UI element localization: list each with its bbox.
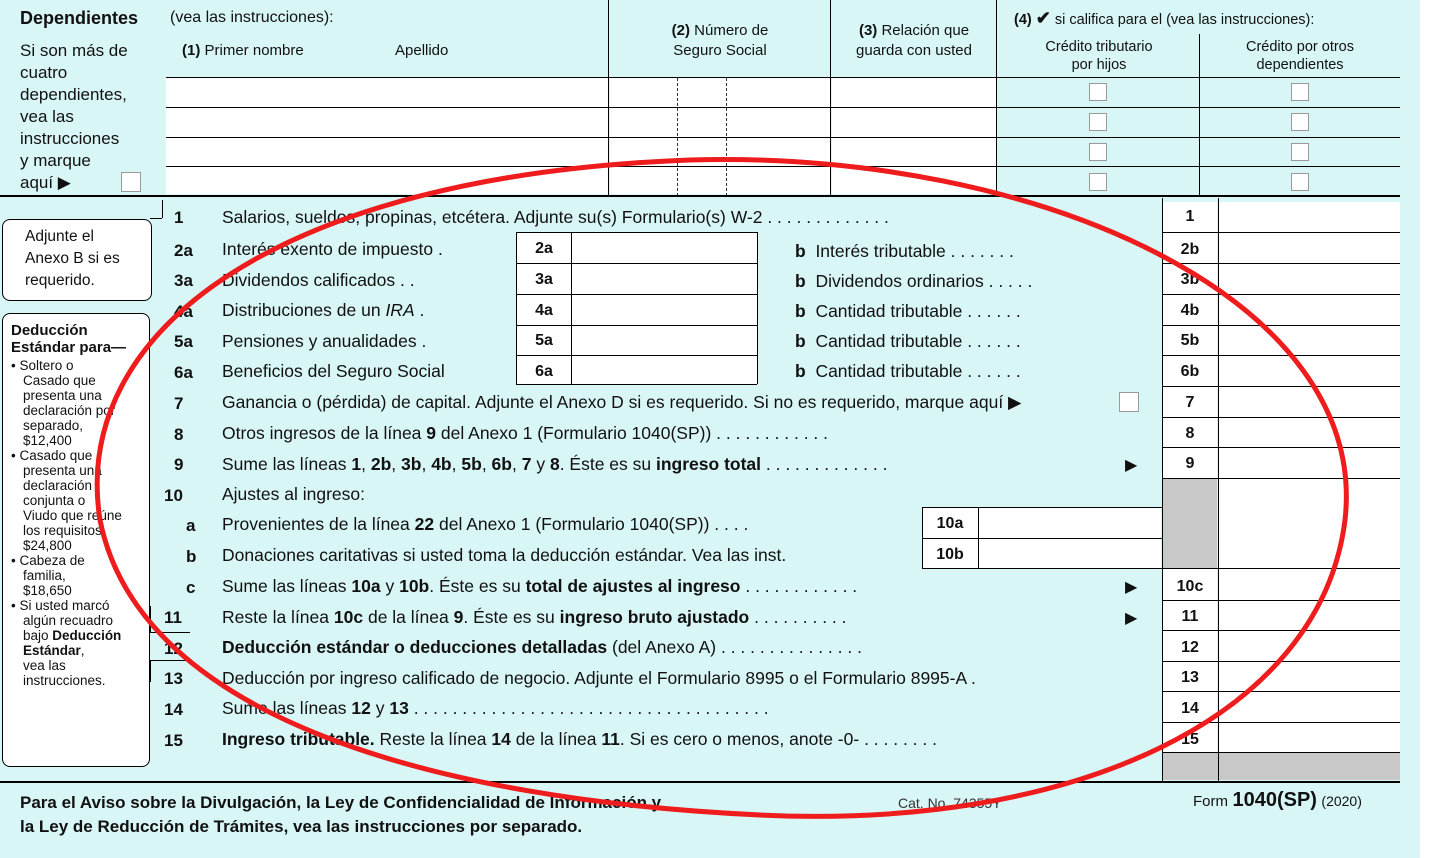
dependents-relationship-fields[interactable] — [832, 78, 996, 194]
child-credit-checkbox-3[interactable] — [1089, 143, 1107, 161]
arrow-right-icon: ▶ — [1125, 610, 1138, 627]
catalog-number: Cat. No. 74355Y — [898, 795, 1002, 811]
dependents-title: Dependientes — [20, 8, 139, 28]
line-7-label: Ganancia o (pérdida) de capital. Adjunte el Anexo D si es requerido. Si no es requerido, marque aquí ▶ — [222, 392, 1022, 412]
other-dependents-checkbox-3[interactable] — [1291, 143, 1309, 161]
child-credit-checkbox-4[interactable] — [1089, 173, 1107, 191]
line-9-label: Sume las líneas 1, 2b, 3b, 4b, 5b, 6b, 7 y 8. Éste es su ingreso total . . . . . . . . . . . . . — [222, 454, 888, 474]
col1-lastname-header: Apellido — [395, 42, 449, 59]
line-4a-label: Distribuciones de un IRA . — [222, 300, 425, 320]
line-8-label: Otros ingresos de la línea 9 del Anexo 1 (Formulario 1040(SP)) . . . . . . . . . . . . — [222, 423, 829, 443]
form-1040sp-page: Dependientes (vea las instrucciones): (1) Primer nombre Apellido (2) Número de Seguro Social (3) Relación que guarda con usted (4) ✔ si califica para el (vea las instrucciones): Crédito tributario por hijos Crédito por otros dependientes Si son más de cuatro dependientes, vea las instrucciones y marque aquí ▶ Adjunte el Anexo B si es requerido. Deducción Estándar para— • Soltero o Casado que presenta una declaración por separado, $12,400 • Casado que presenta una declaración conjunta o Viudo que reúne los requisitos, $24,800 • Cabeza de familia, $18,650 • Si usted marcó algún recuadro bajo Deducción Estándar, vea las instrucciones. 1 Salarios, sueldos, propinas, etcétera. Adjunte su(s) Formulario(s) W-2 . . . . . . . . . . . . . 1 2a Interés exento de impuesto . 2a b Interés tributable . . . . . . . 2b 3a Dividendos calificados . . 3a b Dividendos ordinarios . . . . . 3b 4a Distribuciones de un IRA . 4a b Cantidad tributable . . . . . . 4b 5a Pensiones y anualidades . 5a b Cantidad tributable . . . . . . 5b 6a Beneficios del Seguro Social 6a b Cantidad tributable . . . . . . 6b 7 Ganancia o (pérdida) de capital. Adjunte el Anexo D si es requerido. Si no es requerido, marque aquí ▶ 7 8 Otros ingresos de la línea 9 del Anexo 1 (Formulario 1040(SP)) . . . . . . . . . . . . 8 9 Sume las líneas 1, 2b, 3b, 4b, 5b, 6b, 7 y 8. Éste es su ingreso total . . . . . . . . . . . . . ▶ 9 10 Ajustes al ingreso: a Provenientes de la línea 22 del Anexo 1 (Formulario 1040(SP)) . . . . 10a b Donaciones caritativas si usted toma la deducción estándar. Vea las inst. 10b c Sume las líneas 10a y 10b. Éste es su total de ajustes al ingreso . . . . . . . . . . . . ▶ 10c 11 Reste la línea 10c de la línea 9. Éste es su ingreso bruto ajustado . . . . . . . . . . ▶ 11 12 Deducción estándar o deducciones detalladas (del Anexo A) . . . . . . . . . . . . . . . 12 13 Deducción por ingreso calificado de negocio. Adjunte el Formulario 8995 o el Formulario 8995-A . 13 14 Sume las líneas 12 y 13 . . . . . . . . . . . . . . . . . . . . . . . . . . . . . . . . . . . . . 14 15 Ingreso tributable. Reste la línea 14 de la línea 11. Si es cero o menos, anote -0- . . . . . . . . 15 Para el Aviso sobre la Divulgación, la Ley de Confidencialidad de Información y la Ley de Reducción de Trámites, vea las instrucciones por separado. Cat. No. 74355Y Form 1040(SP) (2020) — [0, 0, 1420, 858]
line-14-label: Sume las líneas 12 y 13 . . . . . . . . . . . . . . . . . . . . . . . . . . . . . . . . . . . . . — [222, 698, 769, 718]
line-5a-label: Pensiones y anualidades . — [222, 331, 427, 351]
arrow-right-icon: ▶ — [1125, 579, 1138, 596]
line-3a-label: Dividendos calificados . . — [222, 270, 415, 290]
child-credit-checkbox-2[interactable] — [1089, 113, 1107, 131]
dependents-ssn-fields[interactable] — [610, 78, 830, 194]
other-dependents-checkbox-1[interactable] — [1291, 83, 1309, 101]
attach-note-box: Adjunte el Anexo B si es requerido. — [2, 219, 152, 301]
dependents-name-fields[interactable] — [166, 78, 608, 194]
line-12-label: Deducción estándar o deducciones detalladas (del Anexo A) . . . . . . . . . . . . . . . — [222, 637, 862, 657]
other-dependents-checkbox-4[interactable] — [1291, 173, 1309, 191]
col2-header: (2) Número de Seguro Social — [671, 22, 769, 59]
line-3b-label: b Dividendos ordinarios . . . . . — [795, 271, 1033, 291]
line-6a-label: Beneficios del Seguro Social — [222, 361, 445, 381]
col4a-header: Crédito tributario por hijos — [1045, 39, 1153, 73]
line-1-label: Salarios, sueldos, propinas, etcétera. Adjunte su(s) Formulario(s) W-2 . . . . . . . . . . . . . — [222, 207, 889, 227]
col4-header: (4) ✔ si califica para el (vea las instrucciones): — [1014, 8, 1315, 28]
col1-header: (1) Primer nombre — [182, 42, 304, 59]
line-13-label: Deducción por ingreso calificado de negocio. Adjunte el Formulario 8995 o el Formulario 8995-A . — [222, 668, 976, 688]
dependents-side-note: Si son más de cuatro dependientes, vea las instrucciones y marque aquí ▶ — [20, 41, 128, 192]
line-7-checkbox[interactable] — [1119, 392, 1139, 412]
check-icon: ✔ — [1035, 8, 1051, 28]
col4b-header: Crédito por otros dependientes — [1246, 39, 1354, 73]
line-2a-label: Interés exento de impuesto . — [222, 239, 443, 259]
line-11-label: Reste la línea 10c de la línea 9. Éste es su ingreso bruto ajustado . . . . . . . . . . — [222, 607, 847, 627]
line-10a-label: Provenientes de la línea 22 del Anexo 1 (Formulario 1040(SP)) . . . . — [222, 514, 749, 534]
line-10-label: Ajustes al ingreso: — [222, 484, 365, 504]
col3-header: (3) Relación que guarda con usted — [856, 22, 972, 59]
line-4b-label: b Cantidad tributable . . . . . . — [795, 301, 1021, 321]
child-credit-checkbox-1[interactable] — [1089, 83, 1107, 101]
more-dependents-checkbox[interactable] — [121, 172, 141, 192]
arrow-right-icon: ▶ — [1125, 457, 1138, 474]
line-10c-label: Sume las líneas 10a y 10b. Éste es su total de ajustes al ingreso . . . . . . . . . . . . — [222, 576, 858, 596]
amount-column[interactable] — [1219, 202, 1400, 752]
line-6b-label: b Cantidad tributable . . . . . . — [795, 361, 1021, 381]
other-dependents-checkbox-2[interactable] — [1291, 113, 1309, 131]
line-10b-label: Donaciones caritativas si usted toma la deducción estándar. Vea las inst. — [222, 545, 787, 565]
line-2b-label: b Interés tributable . . . . . . . — [795, 241, 1014, 261]
dependents-instructions: (vea las instrucciones): — [170, 9, 334, 26]
privacy-notice: Para el Aviso sobre la Divulgación, la Ley de Confidencialidad de Información y la Ley de Reducción de Trámites, vea las instrucciones por separado. — [20, 793, 662, 836]
standard-deduction-note: Deducción Estándar para— • Soltero o Casado que presenta una declaración por separado, $12,400 • Casado que presenta una declaración conjunta o Viudo que reúne los requisitos, $24,800 • Cabeza de familia, $18,650 • Si usted marcó algún recuadro bajo Deducción Estándar, vea las instrucciones. — [2, 313, 150, 767]
line-15-label: Ingreso tributable. Reste la línea 14 de la línea 11. Si es cero o menos, anote -0- . . . . . . . . — [222, 729, 937, 749]
form-identifier: Form 1040(SP) (2020) — [1193, 789, 1362, 811]
line-5b-label: b Cantidad tributable . . . . . . — [795, 331, 1021, 351]
